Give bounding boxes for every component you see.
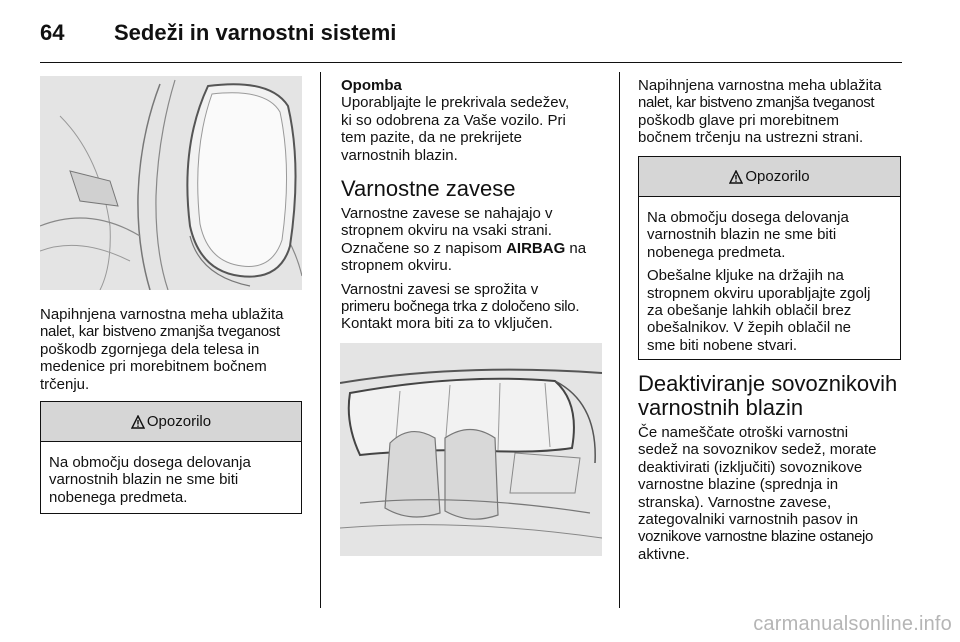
page-number: 64 [40, 20, 65, 45]
intro-line: nalet, kar bistveno zmanjša tveganost [638, 94, 875, 112]
intro-line: bočnem trčenju na ustrezni strani. [638, 129, 864, 147]
text-run: Označene so z napisom [341, 239, 507, 257]
section-heading-deactivation: Deaktiviranje sovoznikovih [638, 371, 898, 396]
note-line: varnostnih blazin. [341, 146, 458, 164]
paragraph-line: sedež na sovoznikov sedež, morate [638, 441, 877, 459]
warning-header [41, 402, 301, 442]
paragraph-line [341, 240, 611, 257]
caption-line: Napihnjena varnostna meha ublažita [40, 306, 284, 323]
warning-line: Na območju dosega delovanja [49, 454, 251, 471]
column-2-text [341, 77, 611, 333]
paragraph-line: Varnostni zavesi se sprožita v [341, 280, 539, 298]
paragraph-line: Če nameščate otroški varnostni [638, 424, 849, 441]
paragraph-line: Varnostne zavese se nahajajo v [341, 205, 553, 223]
airbag-label: AIRBAG [506, 239, 566, 257]
warning-paragraph [647, 267, 892, 354]
note-title: Opomba [341, 77, 402, 94]
warning-box-1 [40, 401, 302, 514]
warning-line: stropnem okviru uporabljajte zgolj [647, 284, 871, 302]
paragraph-line: stranska). Varnostne zavese, [638, 493, 832, 511]
warning-header [639, 157, 900, 197]
warning-line: Na območju dosega delovanja [647, 209, 849, 226]
paragraph-line: voznikove varnostne blazine ostanejo [638, 528, 873, 546]
paragraph-line: stropnem okviru. [341, 257, 452, 275]
warning-line: varnostnih blazin ne sme biti [647, 226, 837, 244]
warning-line: Obešalne kljuke na držajih na [647, 267, 844, 285]
note-line: Uporabljajte le prekrivala sedežev, [341, 94, 570, 112]
warning-line: nobenega predmeta. [647, 243, 786, 261]
warning-line: sme biti nobene stvari. [647, 336, 798, 354]
paragraph-line: primeru bočnega trka z določeno silo. [341, 298, 580, 316]
caption-line: medenice pri morebitnem bočnem [40, 358, 267, 376]
note-line: ki so odobrena za Vaše vozilo. Pri [341, 111, 566, 129]
column-3-deactivation [638, 372, 908, 563]
warning-line: nobenega predmeta. [49, 488, 188, 506]
warning-triangle-icon [131, 415, 145, 429]
warning-title: Opozorilo [745, 168, 810, 185]
curtain-airbag-illustration [340, 343, 602, 556]
column-divider-2 [619, 72, 620, 608]
warning-box-2 [638, 156, 901, 360]
section-heading-deactivation-cont: varnostnih blazin [638, 395, 804, 420]
warning-body [639, 197, 900, 364]
paragraph-line: varnostne blazine (sprednja in [638, 476, 839, 494]
intro-line: poškodb glave pri morebitnem [638, 111, 839, 129]
paragraph-line: Kontakt mora biti za to vključen. [341, 315, 553, 333]
header-rule [40, 62, 902, 63]
paragraph-line: aktivne. [638, 545, 690, 563]
caption-line: nalet, kar bistveno zmanjša tveganost [40, 323, 280, 341]
column-divider-1 [320, 72, 321, 608]
page-header [40, 18, 396, 48]
caption-line: poškodb zgornjega dela telesa in [40, 340, 260, 358]
intro-line: Napihnjena varnostna meha ublažita [638, 77, 882, 94]
warning-line: varnostnih blazin ne sme biti [49, 471, 239, 489]
column-3-intro [638, 77, 908, 147]
side-airbag-caption [40, 306, 310, 393]
note-line: tem pazite, da ne prekrijete [341, 129, 522, 147]
paragraph-line: stropnem okviru na vsaki strani. [341, 222, 552, 240]
paragraph-line: zategovalniki varnostnih pasov in [638, 511, 859, 529]
section-heading-curtains: Varnostne zavese [341, 176, 516, 202]
text-run: na [565, 239, 587, 257]
chapter-title: Sedeži in varnostni sistemi [114, 20, 397, 45]
footer-watermark: carmanualsonline.info [753, 613, 952, 635]
warning-triangle-icon [729, 170, 743, 184]
warning-paragraph [647, 209, 892, 261]
warning-line: obešalnikov. V žepih oblačil ne [647, 319, 852, 337]
warning-body [41, 442, 301, 516]
warning-line: za obešanje lahkih oblačil brez [647, 302, 852, 320]
warning-title: Opozorilo [146, 413, 212, 430]
paragraph-line: deaktivirati (izključiti) sovoznikove [638, 458, 863, 476]
caption-line: trčenju. [40, 375, 90, 393]
side-airbag-illustration [40, 76, 302, 290]
